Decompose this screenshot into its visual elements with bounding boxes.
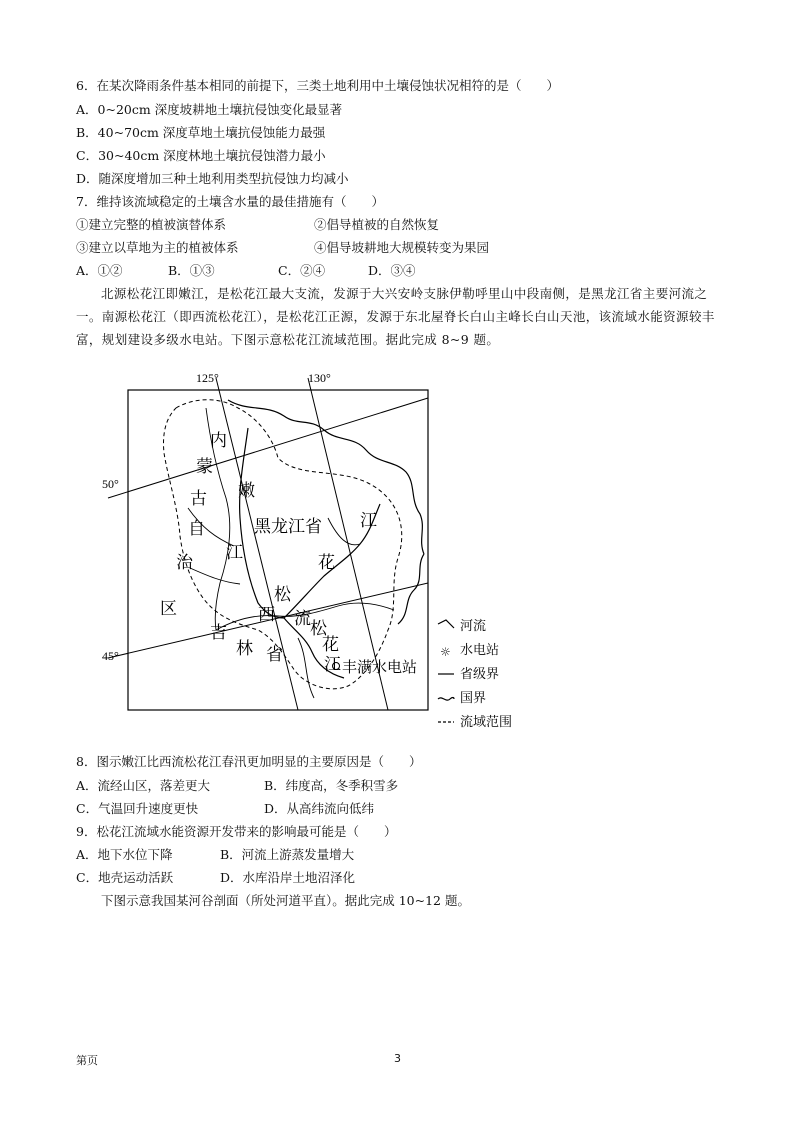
q8-stem: 8．图示嫩江比西流松花江春汛更加明显的主要原因是（ ） <box>76 754 422 769</box>
label-song-1: 松 <box>274 585 291 605</box>
q7-statement-2: ②倡导植被的自然恢复 <box>314 217 440 232</box>
label-xi: 西 <box>258 605 275 625</box>
label-jiang-songhua: 江 <box>360 511 377 531</box>
label-hua-2: 花 <box>322 635 339 655</box>
legend-station-label: 水电站 <box>460 643 500 658</box>
label-meng: 蒙 <box>196 457 213 477</box>
footer-label: 第页 <box>76 1054 98 1067</box>
q7-option-a: A．①② <box>76 263 123 278</box>
q9-option-a: A．地下水位下降 <box>76 847 173 862</box>
label-gu: 古 <box>190 489 207 509</box>
map-legend <box>438 618 512 730</box>
intro-paragraph-8-9: 北源松花江即嫩江，是松花江最大支流，发源于大兴安岭支脉伊勒呼里山中段南侧，是黑龙江省主要河流之一。南源松花江（即西流松花江），是松花江正源，发源于东北屋脊长白山主峰长白山天池，该流域水能资源较丰富，规划建设多级水电站。下图示意松花江流域范围。据此完成 8~9 题。 <box>76 286 715 347</box>
legend-basin-label: 流域范围 <box>460 715 513 730</box>
page-number: 3 <box>394 1052 401 1065</box>
label-fengman-station: 丰满水电站 <box>342 658 418 676</box>
label-nei: 内 <box>210 431 227 451</box>
q8-option-c: C．气温回升速度更快 <box>76 801 199 816</box>
q7-option-b: B．①③ <box>168 263 215 278</box>
legend-river-label: 河流 <box>460 619 487 634</box>
q9-option-c: C．地壳运动活跃 <box>76 870 174 885</box>
label-jiang-nen: 江 <box>226 543 243 563</box>
label-sheng: 省 <box>266 645 283 665</box>
q7-option-d: D．③④ <box>368 263 416 278</box>
river-tributary-2 <box>190 568 240 584</box>
legend-river-icon <box>438 620 454 628</box>
label-qu: 区 <box>160 599 177 619</box>
river-tributary-3 <box>328 518 360 545</box>
q7-statement-3: ③建立以草地为主的植被体系 <box>76 240 239 255</box>
q8-option-b: B．纬度高，冬季积雪多 <box>264 778 399 793</box>
label-zi: 自 <box>188 519 205 539</box>
q9-option-b: B．河流上游蒸发量增大 <box>220 847 355 862</box>
parallel-50-line <box>108 398 428 498</box>
q7-option-c: C．②④ <box>278 263 326 278</box>
label-heilongjiang-province: 黑龙江省 <box>254 517 322 537</box>
legend-provincial-label: 省级界 <box>460 667 500 682</box>
q9-option-d: D．水库沿岸土地沼泽化 <box>220 870 356 885</box>
q6-stem: 6．在某次降雨条件基本相同的前提下，三类土地利用中土壤侵蚀状况相符的是（ ） <box>76 78 559 93</box>
label-liu: 流 <box>294 609 311 629</box>
q8-option-d: D．从高纬流向低纬 <box>264 801 375 816</box>
q6-option-a: A．0~20cm 深度坡耕地土壤抗侵蚀变化最显著 <box>76 102 343 117</box>
label-zhi: 治 <box>176 553 193 573</box>
q6-option-b: B．40~70cm 深度草地土壤抗侵蚀能力最强 <box>76 125 326 140</box>
label-jiang-west: 江 <box>324 655 341 675</box>
lat-label-45: 45° <box>102 649 119 663</box>
q6-option-d: D．随深度增加三种土地利用类型抗侵蚀力均减小 <box>76 171 349 186</box>
legend-national-label: 国界 <box>460 691 487 706</box>
lat-label-50: 50° <box>102 477 119 491</box>
q6-option-c: C．30~40cm 深度林地土壤抗侵蚀潜力最小 <box>76 148 326 163</box>
label-hua-1: 花 <box>318 553 335 573</box>
river-tributary-4 <box>298 638 314 698</box>
label-nen: 嫩 <box>238 481 255 501</box>
label-ji: 吉 <box>210 623 227 643</box>
q7-statement-1: ①建立完整的植被演替体系 <box>76 217 227 232</box>
q9-stem: 9．松花江流域水能资源开发带来的影响最可能是（ ） <box>76 824 397 839</box>
q7-stem: 7．维持该流域稳定的土壤含水量的最佳措施有（ ） <box>76 194 384 209</box>
label-song-2: 松 <box>310 619 327 639</box>
legend-national-icon <box>438 698 454 701</box>
intro-paragraph-10-12: 下图示意我国某河谷剖面（所处河道平直）。据此完成 10~12 题。 <box>101 893 470 908</box>
songhua-basin-map <box>98 368 538 740</box>
lon-label-130: 130° <box>308 371 331 385</box>
label-lin: 林 <box>236 639 253 659</box>
q7-statement-4: ④倡导坡耕地大规模转变为果园 <box>314 240 490 255</box>
q8-option-a: A．流经山区，落差更大 <box>76 778 211 793</box>
legend-station-icon: ☼ <box>440 645 451 659</box>
lon-label-125: 125° <box>196 371 219 385</box>
